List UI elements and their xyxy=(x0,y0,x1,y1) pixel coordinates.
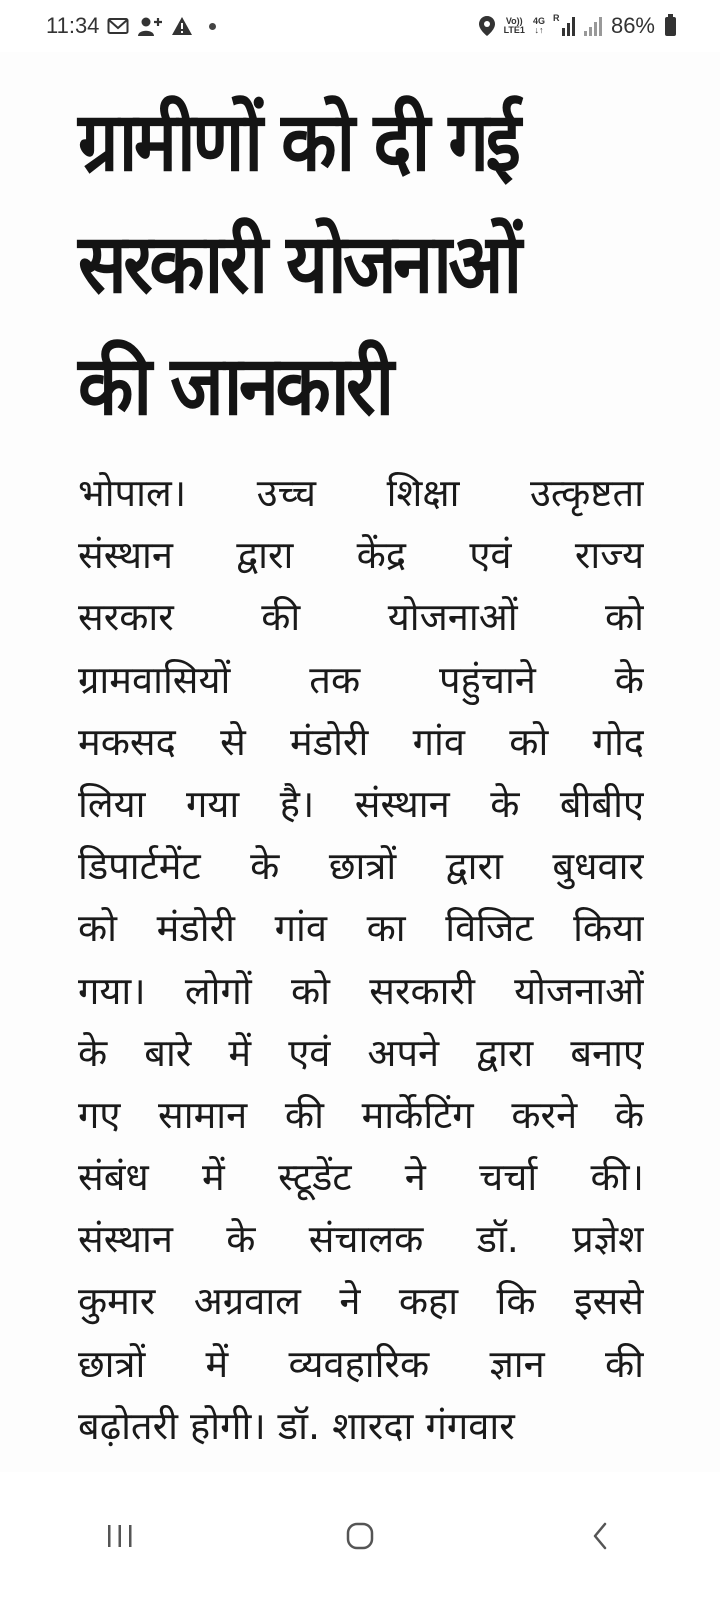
location-icon xyxy=(478,15,496,37)
navigation-bar xyxy=(0,1472,720,1600)
headline-line: सरकारी योजनाओं xyxy=(78,217,519,312)
data-arrows-label: ↓↑ xyxy=(534,25,544,35)
recents-icon xyxy=(105,1523,135,1549)
signal-icon xyxy=(552,13,575,36)
4g-label: 4G xyxy=(532,16,545,26)
home-icon xyxy=(345,1521,375,1551)
article-line: डिपार्टमेंट के छात्रों द्वारा बुधवार xyxy=(78,844,644,889)
home-button[interactable] xyxy=(300,1491,420,1581)
article-line: कुमार अग्रवाल ने कहा कि इससे xyxy=(78,1279,644,1324)
headline-line: की जानकारी xyxy=(78,339,391,434)
signal-weak-icon xyxy=(583,16,603,36)
status-right xyxy=(478,13,676,39)
headline-line: ग्रामीणों को दी गई xyxy=(78,95,518,190)
article-line: भोपाल। उच्च शिक्षा उत्कृष्टता xyxy=(78,471,644,515)
status-bar xyxy=(0,0,720,52)
battery-icon xyxy=(665,17,676,36)
article-line: बढ़ोतरी होगी। डॉ. शारदा गंगवार xyxy=(78,1403,515,1448)
add-contact-icon xyxy=(137,15,163,37)
4g-icon xyxy=(533,17,545,35)
article-body xyxy=(78,462,644,1457)
article-line: सरकार की योजनाओं को xyxy=(78,595,644,640)
article-line: लिया गया है। संस्थान के बीबीए xyxy=(78,781,644,826)
volte-label: Vo)) xyxy=(505,16,523,26)
status-time: 11:34 xyxy=(46,13,100,38)
status-left xyxy=(46,13,216,39)
article-line: छात्रों में व्यवहारिक ज्ञान की xyxy=(78,1341,644,1386)
back-icon xyxy=(590,1521,610,1551)
article-line: गया। लोगों को सरकारी योजनाओं xyxy=(78,968,644,1013)
roaming-label: R xyxy=(552,13,560,23)
battery-percent: 86% xyxy=(610,13,655,38)
recents-button[interactable] xyxy=(60,1491,180,1581)
back-button[interactable] xyxy=(540,1491,660,1581)
article-line: संस्थान द्वारा केंद्र एवं राज्य xyxy=(78,533,644,578)
article-line: के बारे में एवं अपने द्वारा बनाए xyxy=(78,1030,644,1075)
lte-label: LTE1 xyxy=(503,25,525,35)
article-line: ग्रामवासियों तक पहुंचाने के xyxy=(78,657,644,702)
article-line: संस्थान के संचालक डॉ. प्रज्ञेश xyxy=(78,1217,644,1262)
news-clipping-image[interactable] xyxy=(0,52,720,1472)
article-line: गए सामान की मार्केटिंग करने के xyxy=(78,1092,644,1137)
gmail-icon xyxy=(107,17,129,35)
article-line: संबंध में स्टूडेंट ने चर्चा की। xyxy=(78,1155,644,1200)
article-line: मकसद से मंडोरी गांव को गोद xyxy=(78,719,644,764)
notification-dot-icon xyxy=(209,23,216,30)
volte-icon xyxy=(504,17,525,35)
article-headline xyxy=(78,82,624,448)
article-line: को मंडोरी गांव का विजिट किया xyxy=(78,906,644,951)
warning-icon xyxy=(171,16,193,36)
